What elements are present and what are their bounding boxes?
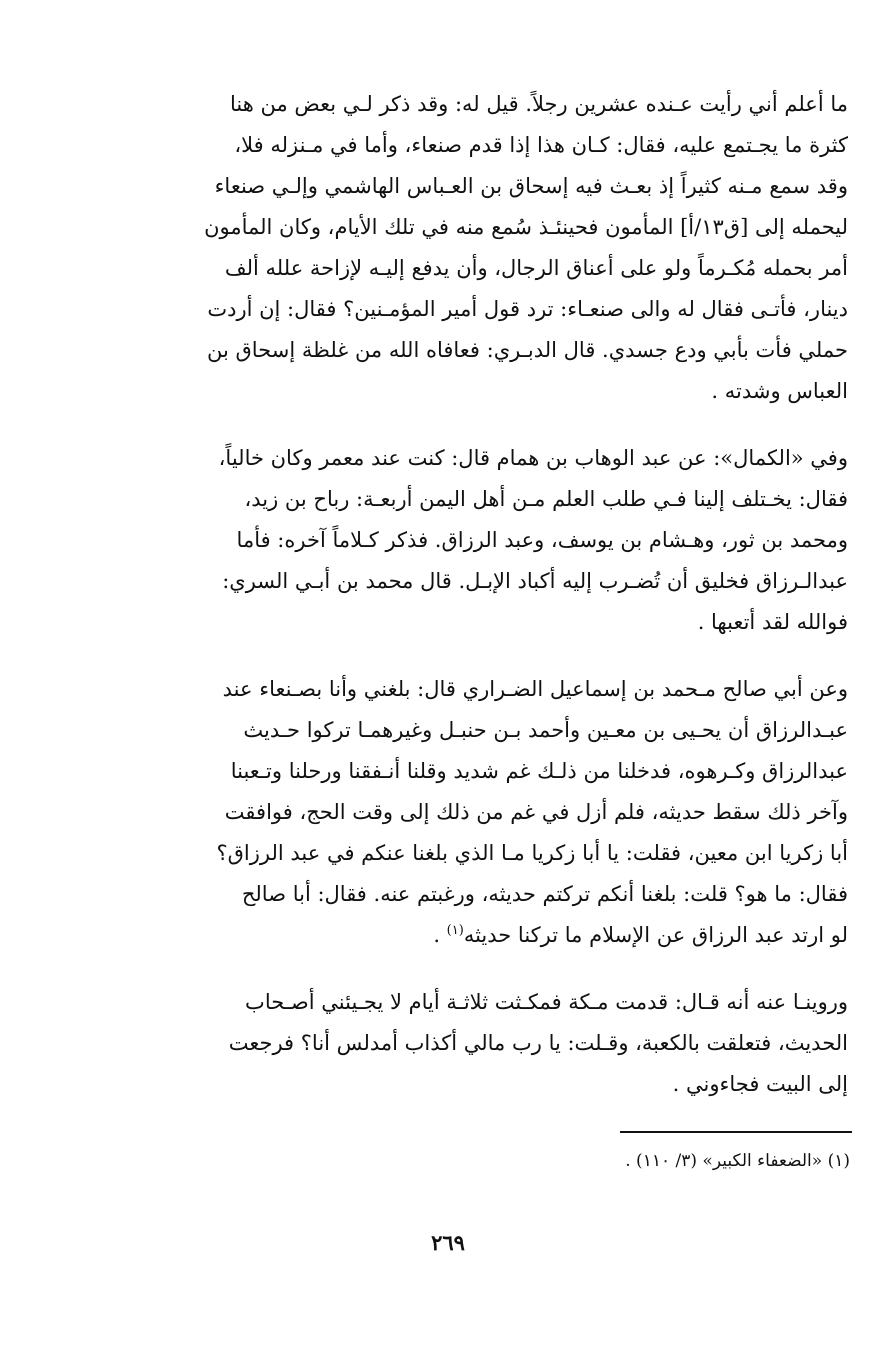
footnote-divider	[620, 1131, 852, 1133]
text-line: وقد سمع مـنه كثيراً إذ بعـث فيه إسحاق بن العـباس الهاشمي وإلـي صنعاء	[214, 174, 848, 198]
text-line: العباس وشدته .	[711, 379, 848, 403]
text-line: دينار، فأتـى فقال له والى صنعـاء: ترد قول أمير المؤمـنين؟ فقال: إن أردت	[207, 297, 848, 321]
page-number: ٢٦٩	[431, 1230, 465, 1255]
text-line: فقال: يخـتلف إلينا فـي طلب العلم مـن أهل اليمن أربعـة: رباح بن زيد،	[244, 487, 848, 511]
text-line: وروينـا عنه أنه قـال: قدمت مـكة فمكـثت ثلاثـة أيام لا يجـيئني أصـحاب	[245, 990, 848, 1014]
text-line: ما أعلم أني رأيت عـنده عشرين رجلاً. قيل له: وقد ذكر لـي بعض من هنا	[229, 92, 848, 116]
text-line: فقال: ما هو؟ قلت: بلغنا أنكم تركتم حديثه، ورغبتم عنه. فقال: أبا صالح	[241, 882, 848, 906]
text-line: عبدالرزاق وكـرهوه، فدخلنا من ذلـك غم شديد وقلنا أنـفقنا ورحلنا وتـعبنا	[230, 759, 848, 783]
text-line: الحديث، فتعلقت بالكعبة، وقـلت: يا رب مالي أكذاب أمدلس أنا؟ فرجعت	[228, 1031, 848, 1055]
paragraph	[132, 669, 848, 956]
text-line: عبـدالرزاق أن يحـيى بن معـين وأحمد بـن حنبـل وغيرهمـا تركوا حـديث	[243, 718, 848, 742]
text-line: حملي فأت بأبي ودع جسدي. قال الدبـري: فعافاه الله من غلظة إسحاق بن	[206, 338, 848, 362]
footnote-reference[interactable]: (١)	[446, 923, 464, 938]
text-line-tail: .	[433, 923, 447, 947]
paragraph	[132, 982, 848, 1105]
page-body	[132, 84, 848, 1131]
text-line: كثرة ما يجـتمع عليه، فقال: كـان هذا إذا قدم صنعاء، وأما في مـنزله فلا،	[234, 133, 848, 157]
text-line: وفي «الكمال»: عن عبد الوهاب بن همام قال: كنت عند معمر وكان خالياً،	[218, 446, 848, 470]
text-line: أمر بحمله مُكـرماً ولو على أعناق الرجال، وأن يدفع إليـه لإزاحة علله ألف	[224, 256, 848, 280]
text-line: فوالله لقد أتعبها .	[697, 610, 848, 634]
text-line-body: لو ارتد عبد الرزاق عن الإسلام ما تركنا حديثه	[463, 923, 848, 947]
text-line	[132, 915, 848, 956]
text-line: وعن أبي صالح مـحمد بن إسماعيل الضـراري قال: بلغني وأنا بصـنعاء عند	[222, 677, 848, 701]
text-line: أبا زكريا ابن معين، فقلت: يا أبا زكريا مـا الذي بلغنا عنكم في عبد الرزاق؟	[216, 841, 848, 865]
footnote: (١) «الضعفاء الكبير» (٣/ ١١٠) .	[625, 1151, 850, 1171]
text-line: إلى البيت فجاءوني .	[672, 1072, 848, 1096]
text-line: عبدالـرزاق فخليق أن تُضـرب إليه أكباد الإبـل. قال محمد بن أبـي السري:	[222, 569, 848, 593]
text-line: ومحمد بن ثور، وهـشام بن يوسف، وعبد الرزاق. فذكر كـلاماً آخره: فأما	[236, 528, 848, 552]
paragraph	[132, 84, 848, 412]
text-line: ليحمله إلى [ق١٣/أ] المأمون فحينئـذ سُمع منه في تلك الأيام، وكان المأمون	[204, 215, 848, 239]
paragraph	[132, 438, 848, 643]
text-line: وآخر ذلك سقط حديثه، فلم أزل في غم من ذلك إلى وقت الحج، فوافقت	[224, 800, 848, 824]
